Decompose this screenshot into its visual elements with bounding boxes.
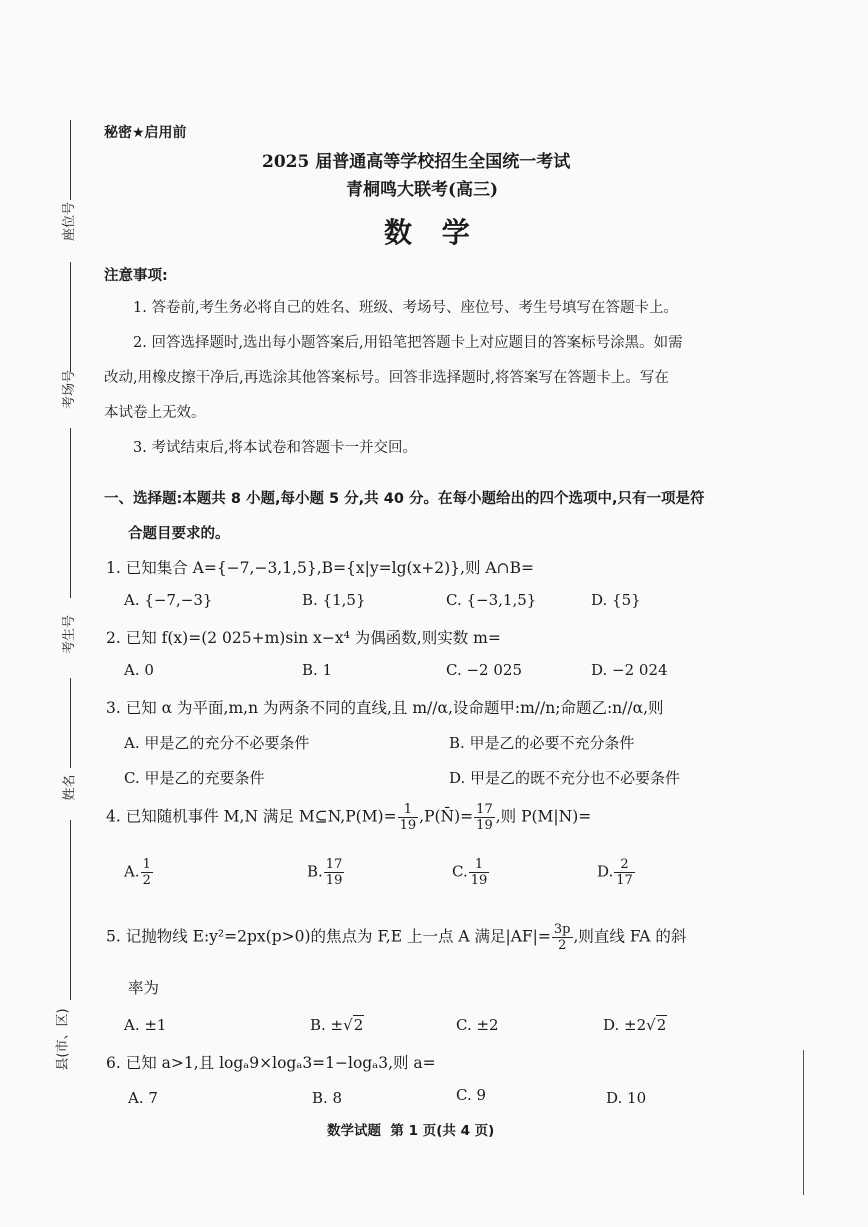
question-6-option-b: B. 8 (312, 1089, 343, 1107)
question-5-option-c: C. ±2 (456, 1016, 499, 1034)
right-border-line (803, 1050, 804, 1195)
secret-label: 秘密★启用前 (104, 125, 187, 141)
fraction-pm-numerator: 1 (398, 803, 419, 818)
option-d-radicand: 2 (656, 1016, 667, 1034)
section1-line-2: 合题目要求的。 (128, 526, 230, 542)
option-d-denominator: 17 (616, 873, 633, 888)
option-b-prefix: B. ± (310, 1016, 344, 1034)
binding-line-4 (70, 678, 71, 768)
binding-line-5 (70, 820, 71, 1000)
question-5-option-a: A. ±1 (124, 1016, 167, 1034)
fraction-3p-numerator: 3p (553, 922, 571, 937)
option-c-denominator: 19 (470, 873, 488, 888)
question-6-option-c: C. 9 (456, 1086, 487, 1104)
question-3-option-a: A. 甲是乙的充分不必要条件 (124, 734, 310, 752)
question-1-option-d: D. {5} (591, 591, 641, 609)
option-b-radicand: 2 (353, 1016, 364, 1034)
notice-item-1: 1. 答卷前,考生务必将自己的姓名、班级、考场号、座位号、考生号填写在答题卡上。 (133, 300, 679, 316)
question-4-stem-post: ,则 P(M|N)= (495, 807, 592, 826)
question-3-option-b: B. 甲是乙的必要不充分条件 (449, 734, 635, 752)
exam-title: 2025 届普通高等学校招生全国统一考试 (262, 152, 571, 172)
name-label: 姓名 (62, 774, 78, 801)
option-b-denominator: 19 (325, 873, 343, 888)
question-3-option-d: D. 甲是乙的既不充分也不必要条件 (449, 769, 681, 787)
question-2-option-d: D. −2 024 (591, 661, 668, 679)
fraction-pn-numerator: 17 (476, 802, 493, 817)
option-d-fraction (614, 858, 635, 887)
exam-subtitle: 青桐鸣大联考(高三) (346, 180, 499, 200)
fraction-pn-denominator: 19 (476, 818, 493, 833)
option-d-numerator: 2 (614, 858, 635, 873)
option-a-numerator: 1 (142, 857, 151, 872)
option-a-denominator: 2 (142, 873, 151, 888)
question-4-option-c (452, 858, 490, 887)
option-b-numerator: 17 (325, 857, 343, 872)
question-1-stem: 1. 已知集合 A={−7,−3,1,5},B={x|y=lg(x+2)},则 A∩B= (106, 559, 534, 577)
question-4-stem-mid: ,P(N̄)= (419, 807, 474, 826)
question-2-option-a: A. 0 (124, 661, 154, 679)
question-5-stem-line-2: 率为 (128, 979, 160, 997)
fraction-3p-denominator: 2 (558, 938, 567, 953)
question-6-option-a: A. 7 (128, 1089, 158, 1107)
subject-title: 数 学 (384, 216, 480, 249)
question-5-option-b: B. ±√2 (310, 1016, 364, 1034)
question-1-option-a: A. {−7,−3} (124, 591, 213, 609)
notice-item-3: 3. 考试结束后,将本试卷和答题卡一并交回。 (133, 440, 418, 456)
notice-heading: 注意事项: (104, 268, 168, 284)
question-1-option-b: B. {1,5} (302, 591, 366, 609)
section1-line-1: 一、选择题:本题共 8 小题,每小题 5 分,共 40 分。在每小题给出的四个选项中,只有一项是符 (104, 491, 705, 507)
option-a-fraction (141, 858, 153, 887)
option-c-fraction (469, 858, 490, 887)
binding-line-1 (70, 120, 71, 200)
fraction-3p-over-2 (552, 923, 573, 952)
option-b-label: B. (307, 862, 323, 881)
fraction-pn (474, 803, 495, 832)
student-id-label: 考生号 (62, 614, 78, 655)
notice-item-2-line-3: 本试卷上无效。 (104, 405, 206, 421)
notice-item-2-line-2: 改动,用橡皮擦干净后,再选涂其他答案标号。回答非选择题时,将答案写在答题卡上。写在 (104, 370, 669, 386)
fraction-pm (398, 803, 419, 832)
question-4-stem (106, 803, 591, 832)
question-5-stem (106, 923, 686, 952)
question-4-option-b (307, 858, 345, 887)
question-3-option-c: C. 甲是乙的充要条件 (124, 769, 265, 787)
notice-item-2-line-1: 2. 回答选择题时,选出每小题答案后,用铅笔把答题卡上对应题目的答案标号涂黑。如需 (133, 335, 683, 351)
option-c-label: C. (452, 862, 468, 881)
county-label: 县(市、区) (55, 1008, 71, 1071)
question-6-option-d: D. 10 (606, 1089, 647, 1107)
question-6-stem: 6. 已知 a>1,且 logₐ9×logₐ3=1−logₐ3,则 a= (106, 1054, 436, 1072)
binding-line-3 (70, 428, 71, 598)
question-5-option-d: D. ±2√2 (603, 1016, 667, 1034)
room-label: 考场号 (62, 369, 78, 410)
option-c-numerator: 1 (469, 858, 490, 873)
fraction-pm-denominator: 19 (399, 818, 417, 833)
question-2-option-b: B. 1 (302, 661, 333, 679)
question-5-stem-pre: 5. 记抛物线 E:y²=2px(p>0)的焦点为 F,E 上一点 A 满足|AF|= (106, 927, 551, 946)
question-3-stem: 3. 已知 α 为平面,m,n 为两条不同的直线,且 m//α,设命题甲:m//n;命题乙:n//α,则 (106, 699, 664, 717)
question-4-option-a (124, 858, 154, 887)
question-5-stem-post: ,则直线 FA 的斜 (573, 927, 687, 946)
question-4-option-d (597, 858, 636, 887)
question-2-stem: 2. 已知 f(x)=(2 025+m)sin x−x⁴ 为偶函数,则实数 m= (106, 629, 501, 647)
option-b-fraction (324, 858, 345, 887)
page-footer: 数学试题 第 1 页(共 4 页) (327, 1123, 495, 1139)
option-d-label: D. (597, 862, 614, 881)
option-d-prefix: D. ±2 (603, 1016, 647, 1034)
seat-label: 座位号 (62, 201, 78, 242)
question-1-option-c: C. {−3,1,5} (446, 591, 537, 609)
option-a-label: A. (124, 862, 140, 881)
binding-line-2 (70, 262, 71, 372)
question-2-option-c: C. −2 025 (446, 661, 522, 679)
question-4-stem-pre: 4. 已知随机事件 M,N 满足 M⊆N,P(M)= (106, 807, 397, 826)
